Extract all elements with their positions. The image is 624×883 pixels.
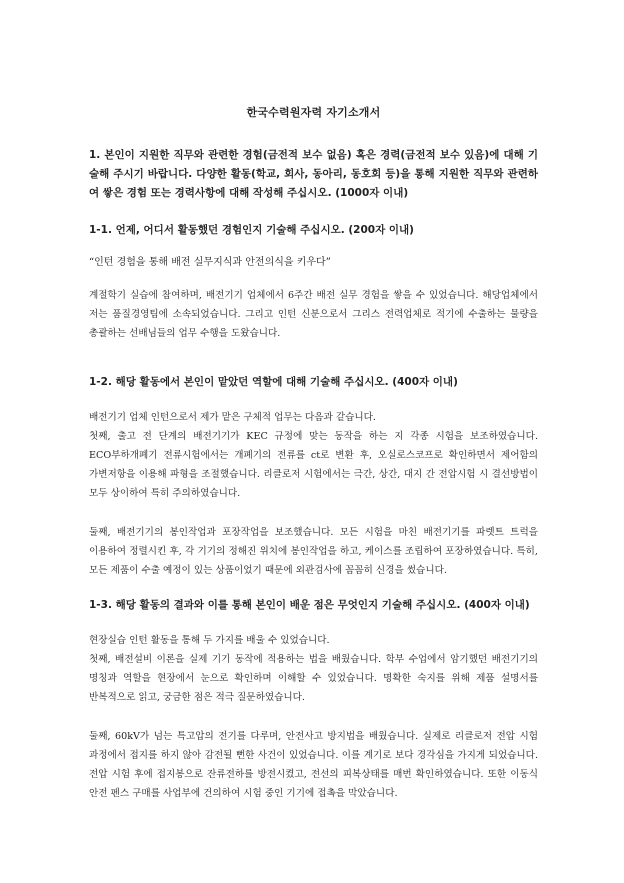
- paragraph-1-2-second: 둘째, 배전기기의 봉인작업과 포장작업을 보조했습니다. 모든 시험을 마친 배전기기를 파렛트 트럭을 이용하여 정렬시킨 후, 각 기기의 정해진 위치에 봉인작업을 하고, 케이스를 조립하여 포장하였습니다. 특히, 모든 제품이 수출 예정이 있는 상품이었기 때문에 외관검사에 꼼꼼히 신경을 썼습니다.: [89, 527, 538, 576]
- document-title: 한국수력원자력 자기소개서: [246, 106, 381, 119]
- heading-1-2: 1-2. 해당 활동에서 본인이 맡았던 역할에 대해 기술해 주십시오. (400자 이내): [89, 376, 458, 388]
- paragraph-1-3-second: 둘째, 60kV가 넘는 특고압의 전기를 다루며, 안전사고 방지법을 배웠습니다. 실제로 리클로저 전압 시험 과정에서 접지를 하지 않아 감전될 뻔한 사건이 있었습니다. 이를 계기로 보다 경각심을 가지게 되었습니다. 전압 시험 후에 접지봉으로 잔류전하를 방전시켰고, 전선의 피복상태를 매번 확인하였습니다. 또한 이동식 안전 펜스 구매를 사업부에 건의하여 시험 중인 기기에 접촉을 막았습니다.: [89, 731, 538, 799]
- paragraph-1-1: 계절학기 실습에 참여하며, 배전기기 업체에서 6주간 배전 실무 경험을 쌓을 수 있었습니다. 해당업체에서 저는 품질경영팀에 소속되었습니다. 그리고 인턴 신분으로서 그리스 전력업체로 적기에 수출하는 물량을 총괄하는 선배님들의 업무 수행을 도왔습니다.: [89, 290, 538, 339]
- quote-1-1: “인턴 경험을 통해 배전 실무지식과 안전의식을 키우다”: [89, 257, 331, 268]
- paragraph-1-2-intro: 배전기기 업체 인턴으로서 제가 맡은 구체적 업무는 다음과 같습니다.: [89, 412, 376, 423]
- paragraph-1-3-intro: 현장실습 인턴 활동을 통해 두 가지를 배울 수 있었습니다.: [89, 635, 330, 646]
- paragraph-1-2-first: 첫째, 출고 전 단계의 배전기기가 KEC 규정에 맞는 동작을 하는 지 각종 시험을 보조하였습니다. ECO부하개폐기 전류시험에서는 개폐기의 전류를 ct로 변환 후, 오실로스코프로 확인하면서 제어함의 가변저항을 이용해 파형을 조절했습니다. 리클로저 시험에서는 극간, 상간, 대지 간 전압시험 시 결선방법이 모두 상이하여 특히 주의하였습니다.: [89, 431, 538, 499]
- heading-1-1: 1-1. 언제, 어디서 활동했던 경험인지 기술해 주십시오. (200자 이내): [89, 224, 414, 236]
- question-1: 1. 본인이 지원한 직무와 관련한 경험(금전적 보수 없음) 혹은 경력(금전적 보수 있음)에 대해 기술해 주시기 바랍니다. 다양한 활동(학교, 회사, 동아리, 동호회 등)을 통해 지원한 직무와 관련하여 쌓은 경험 또는 경력사항에 대해 작성해 주십시오. (1000자 이내): [89, 149, 538, 199]
- paragraph-1-3-first: 첫째, 배전설비 이론을 실제 기기 동작에 적용하는 법을 배웠습니다. 학부 수업에서 암기했던 배전기기의 명칭과 역할을 현장에서 눈으로 확인하며 이해할 수 있었습니다. 명확한 숙지를 위해 제품 설명서를 반복적으로 읽고, 궁금한 점은 적극 질문하였습니다.: [89, 654, 538, 703]
- heading-1-3: 1-3. 해당 활동의 결과와 이를 통해 본인이 배운 점은 무엇인지 기술해 주십시오. (400자 이내): [89, 599, 530, 611]
